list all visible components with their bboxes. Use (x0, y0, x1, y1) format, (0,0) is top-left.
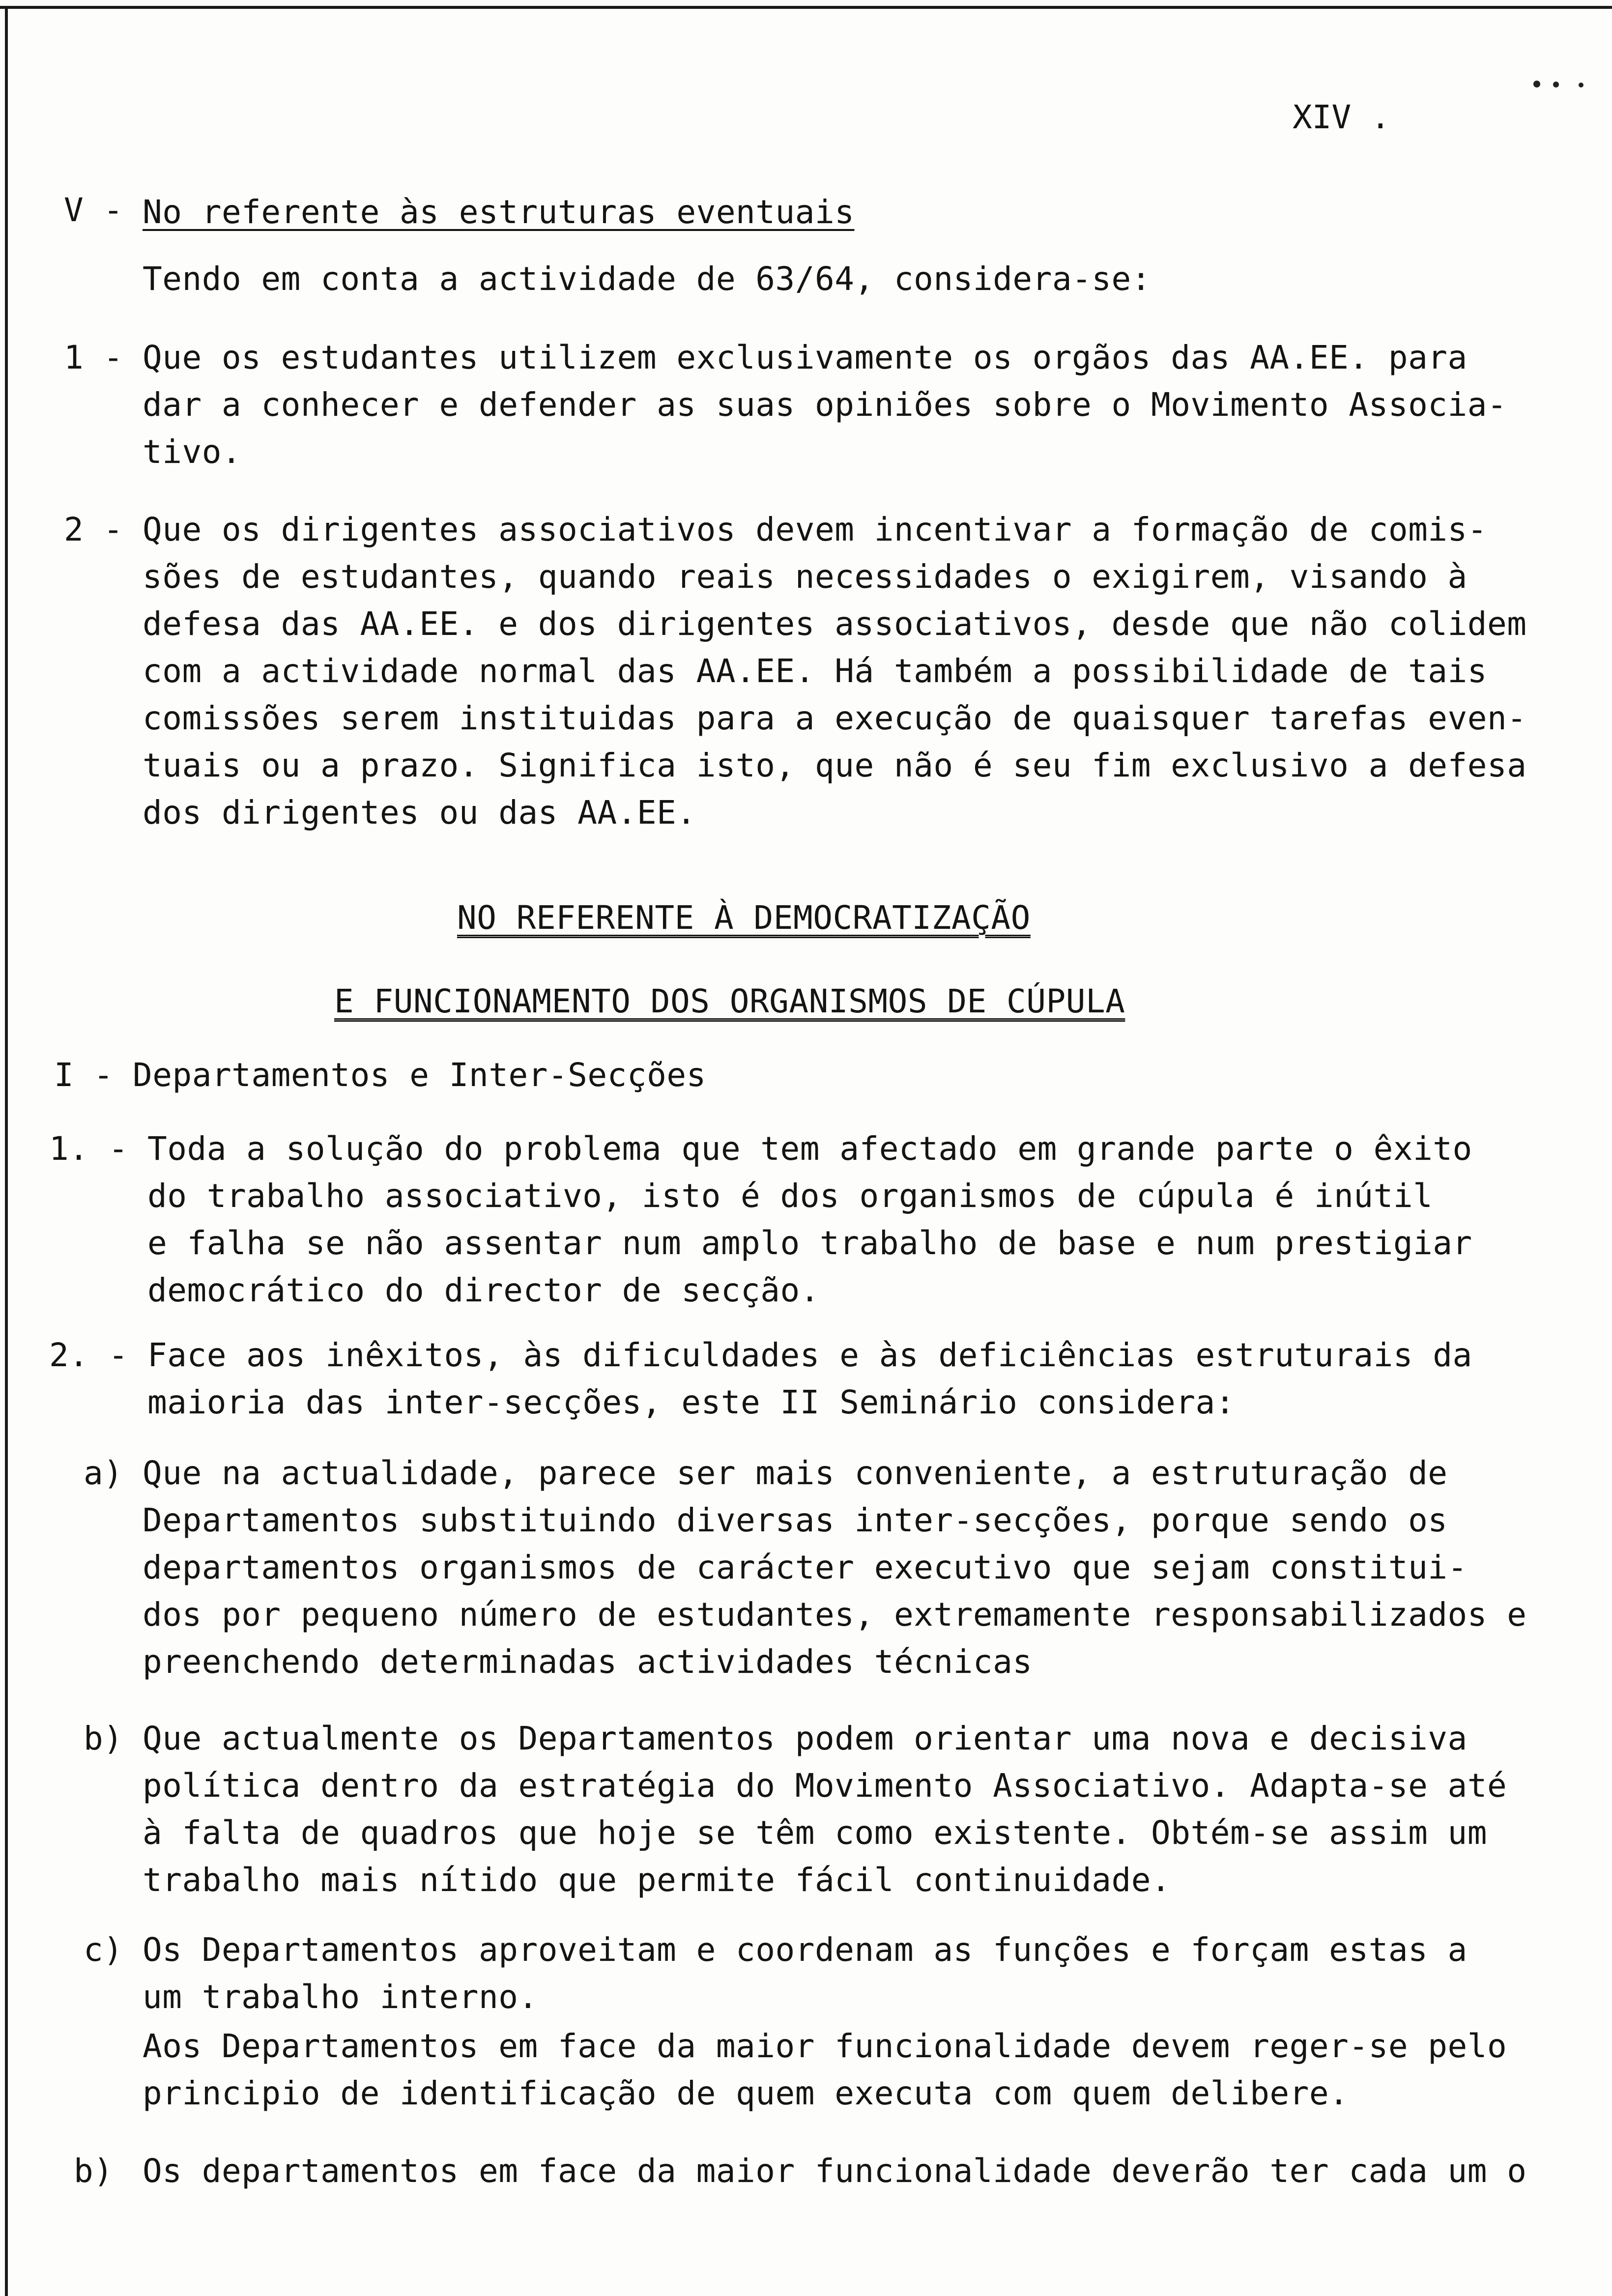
ink-speck (1579, 83, 1583, 87)
text-line: Departamentos substituindo diversas inter-secções, porque sendo os (143, 1501, 1448, 1539)
text-line: Face aos inêxitos, às dificuldades e às deficiências estruturais da (147, 1336, 1472, 1374)
item-marker: 1. - (49, 1130, 128, 1168)
paragraph (143, 2148, 1527, 2289)
heading-line-1: NO REFERENTE À DEMOCRATIZAÇÃO (457, 899, 1031, 937)
text-line: Aos Departamentos em face da maior funcionalidade devem reger-se pelo (143, 2027, 1507, 2065)
text-line: sões de estudantes, quando reais necessidades o exigirem, visando à (143, 558, 1468, 596)
text-line: à falta de quadros que hoje se têm como existente. Obtém-se assim um (143, 1814, 1488, 1852)
text-line: política dentro da estratégia do Movimento Associativo. Adapta-se até (143, 1767, 1507, 1805)
subitem-marker: a) (84, 1454, 123, 1492)
text-line: maioria das inter-secções, este II Seminário considera: (147, 1383, 1235, 1421)
text-line: preenchendo determinadas actividades técnicas (143, 1643, 1033, 1681)
page-border-left (5, 6, 8, 2296)
text-line: com a actividade normal das AA.EE. Há também a possibilidade de tais (143, 652, 1488, 690)
text-line: do trabalho associativo, isto é dos organismos de cúpula é inútil (147, 1177, 1433, 1215)
text-line: principio de identificação de quem executa com quem delibere. (143, 2074, 1349, 2112)
section-v-marker: V - (64, 191, 123, 229)
text-line: departamentos organismos de carácter executivo que sejam constitui- (143, 1549, 1468, 1586)
subitem-marker: c) (84, 1931, 123, 1969)
heading-line-2: E FUNCIONAMENTO DOS ORGANISMOS DE CÚPULA (334, 982, 1125, 1020)
subitem-marker: b) (74, 2152, 114, 2190)
text-line: democrático do director de secção. (147, 1271, 820, 1309)
ink-speck (1533, 81, 1540, 87)
text-line: dar a conhecer e defender as suas opiniões sobre o Movimento Associa- (143, 386, 1507, 424)
item-marker: 1 - (64, 339, 123, 376)
section-v-intro: Tendo em conta a actividade de 63/64, considera-se: (143, 260, 1151, 298)
page-number: XIV . (1293, 98, 1390, 136)
text-line: e falha se não assentar num amplo trabalho de base e num prestigiar (147, 1224, 1472, 1262)
text-line: Toda a solução do problema que tem afectado em grande parte o êxito (147, 1130, 1472, 1168)
ink-speck (1553, 82, 1559, 87)
text-line: trabalho mais nítido que permite fácil continuidade. (143, 1861, 1171, 1899)
text-line: dos por pequeno número de estudantes, extremamente responsabilizados e (143, 1596, 1527, 1634)
item-marker: 2. - (49, 1336, 128, 1374)
page-border-top (0, 6, 1612, 9)
text-line: Que actualmente os Departamentos podem orientar uma nova e decisiva (143, 1720, 1468, 1757)
text-line: Que os estudantes utilizem exclusivamente os orgãos das AA.EE. para (143, 339, 1468, 376)
text-line: Que os dirigentes associativos devem incentivar a formação de comis- (143, 511, 1488, 548)
section-i-title: Departamentos e Inter-Secções (133, 1056, 706, 1094)
text-line: comissões serem instituidas para a execução de quaisquer tarefas even- (143, 699, 1527, 737)
item-marker: 2 - (64, 511, 123, 548)
text-line: Que na actualidade, parece ser mais conveniente, a estruturação de (143, 1454, 1448, 1492)
text-line: tuais ou a prazo. Significa isto, que não é seu fim exclusivo a defesa (143, 746, 1527, 784)
text-line: defesa das AA.EE. e dos dirigentes associativos, desde que não colidem (143, 605, 1527, 643)
text-line: um trabalho interno. (143, 1978, 538, 2016)
text-line: dos dirigentes ou das AA.EE. (143, 794, 696, 832)
text-line: tivo. (143, 433, 242, 471)
section-i-marker: I - (54, 1056, 114, 1094)
section-v-title: No referente às estruturas eventuais (143, 193, 855, 231)
text-line: Os Departamentos aproveitam e coordenam as funções e forçam estas a (143, 1931, 1468, 1969)
subitem-marker: b) (84, 1720, 123, 1757)
text-line: Os departamentos em face da maior funcionalidade deverão ter cada um o (143, 2152, 1527, 2190)
